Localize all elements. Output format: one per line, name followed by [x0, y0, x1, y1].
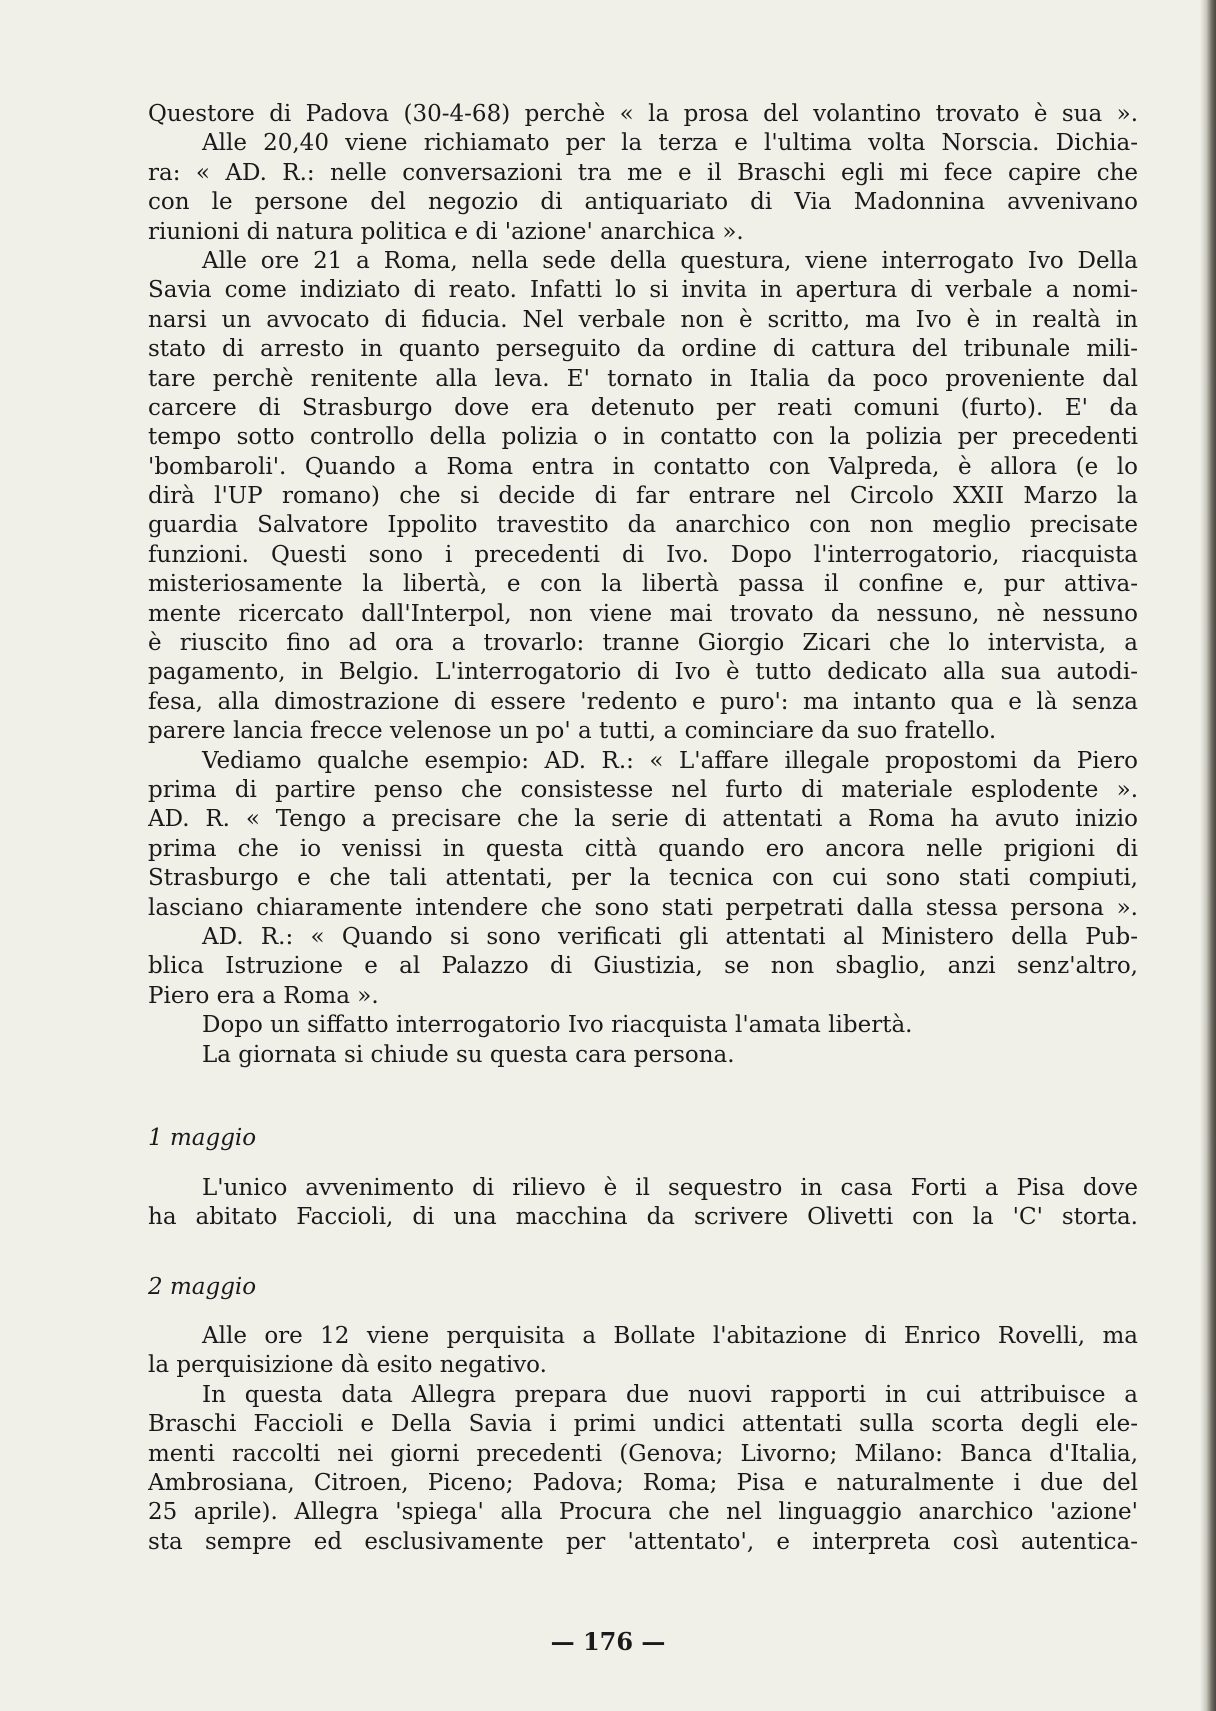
- text-line: sta sempre ed esclusivamente per 'attentato', e interpreta così autentica-: [148, 1528, 1138, 1555]
- text-line: ha abitato Faccioli, di una macchina da scrivere Olivetti con la 'C' storta.: [148, 1204, 1138, 1231]
- text-line: Alle ore 21 a Roma, nella sede della questura, viene interrogato Ivo Della: [202, 247, 1138, 274]
- text-line: tare perchè renitente alla leva. E' tornato in Italia da poco proveniente dal: [148, 365, 1138, 392]
- section-heading-1-maggio: 1 maggio: [148, 1125, 257, 1151]
- text-line: Braschi Faccioli e Della Savia i primi undici attentati sulla scorta degli ele-: [148, 1411, 1138, 1438]
- text-line: ra: « AD. R.: nelle conversazioni tra me e il Braschi egli mi fece capire che: [148, 159, 1138, 186]
- text-line: Strasburgo e che tali attentati, per la tecnica con cui sono stati compiuti,: [148, 865, 1138, 892]
- text-line: lasciano chiaramente intendere che sono stati perpetrati dalla stessa persona ».: [148, 894, 1138, 921]
- section-2-text-block: [148, 1322, 1138, 1557]
- text-line: fesa, alla dimostrazione di essere 'redento e puro': ma intanto qua e là senza: [148, 688, 1138, 715]
- text-line: Savia come indiziato di reato. Infatti lo si invita in apertura di verbale a nomi-: [148, 277, 1138, 304]
- text-line: pagamento, in Belgio. L'interrogatorio di Ivo è tutto dedicato alla sua autodi-: [148, 659, 1138, 686]
- text-line: La giornata si chiude su questa cara persona.: [202, 1041, 735, 1068]
- text-line: AD. R. « Tengo a precisare che la serie di attentati a Roma ha avuto inizio: [148, 806, 1138, 833]
- text-line: In questa data Allegra prepara due nuovi rapporti in cui attribuisce a: [202, 1381, 1138, 1408]
- text-line: Ambrosiana, Citroen, Piceno; Padova; Roma; Pisa e naturalmente i due del: [148, 1469, 1138, 1496]
- text-line: Questore di Padova (30-4-68) perchè « la prosa del volantino trovato è sua ».: [148, 101, 1138, 127]
- text-line: con le persone del negozio di antiquariato di Via Madonnina avvenivano: [148, 189, 1138, 216]
- text-line: prima di partire penso che consistesse nel furto di materiale esplodente ».: [148, 776, 1138, 803]
- text-line: 'bombaroli'. Quando a Roma entra in contatto con Valpreda, è allora (e lo: [148, 453, 1138, 480]
- text-line: stato di arresto in quanto perseguito da ordine di cattura del tribunale mili-: [148, 336, 1138, 363]
- text-line: AD. R.: « Quando si sono verificati gli attentati al Ministero della Pub-: [202, 923, 1138, 950]
- text-line: riunioni di natura politica e di 'azione' anarchica ».: [148, 218, 744, 245]
- text-line: L'unico avvenimento di rilievo è il sequestro in casa Forti a Pisa dove: [202, 1175, 1138, 1201]
- text-line: narsi un avvocato di fiducia. Nel verbale non è scritto, ma Ivo è in realtà in: [148, 306, 1138, 333]
- text-line: 25 aprile). Allegra 'spiega' alla Procura che nel linguaggio anarchico 'azione': [148, 1499, 1138, 1526]
- text-line: carcere di Strasburgo dove era detenuto per reati comuni (furto). E' da: [148, 394, 1138, 421]
- text-line: Alle 20,40 viene richiamato per la terza e l'ultima volta Norscia. Dichia-: [202, 130, 1138, 157]
- text-line: Vediamo qualche esempio: AD. R.: « L'affare illegale propostomi da Piero: [202, 747, 1138, 774]
- text-line: tempo sotto controllo della polizia o in contatto con la polizia per precedenti: [148, 424, 1138, 451]
- text-line: è riuscito fino ad ora a trovarlo: tranne Giorgio Zicari che lo intervista, a: [148, 630, 1138, 657]
- text-line: misteriosamente la libertà, e con la libertà passa il confine e, pur attiva-: [148, 571, 1138, 598]
- text-line: dirà l'UP romano) che si decide di far entrare nel Circolo XXII Marzo la: [148, 483, 1138, 510]
- page-binding-edge: [1200, 0, 1216, 1711]
- text-line: la perquisizione dà esito negativo.: [148, 1352, 547, 1379]
- text-line: funzioni. Questi sono i precedenti di Ivo. Dopo l'interrogatorio, riacquista: [148, 541, 1138, 568]
- text-line: Alle ore 12 viene perquisita a Bollate l'abitazione di Enrico Rovelli, ma: [202, 1323, 1138, 1349]
- section-heading-2-maggio: 2 maggio: [148, 1274, 257, 1300]
- text-line: guardia Salvatore Ippolito travestito da anarchico con non meglio precisate: [148, 512, 1138, 539]
- page-number: — 176 —: [550, 1627, 666, 1656]
- section-1-text-block: [148, 1174, 1138, 1233]
- text-line: Dopo un siffatto interrogatorio Ivo riacquista l'amata libertà.: [202, 1012, 913, 1039]
- text-line: mente ricercato dall'Interpol, non viene mai trovato da nessuno, nè nessuno: [148, 600, 1138, 627]
- text-line: parere lancia frecce velenose un po' a tutti, a cominciare da suo fratello.: [148, 718, 997, 745]
- text-line: prima che io venissi in questa città quando ero ancora nelle prigioni di: [148, 835, 1138, 862]
- text-line: Piero era a Roma ».: [148, 982, 379, 1009]
- main-text-block: [148, 100, 1138, 1070]
- text-line: blica Istruzione e al Palazzo di Giustizia, se non sbaglio, anzi senz'altro,: [148, 953, 1138, 980]
- text-line: menti raccolti nei giorni precedenti (Genova; Livorno; Milano: Banca d'Italia,: [148, 1440, 1138, 1467]
